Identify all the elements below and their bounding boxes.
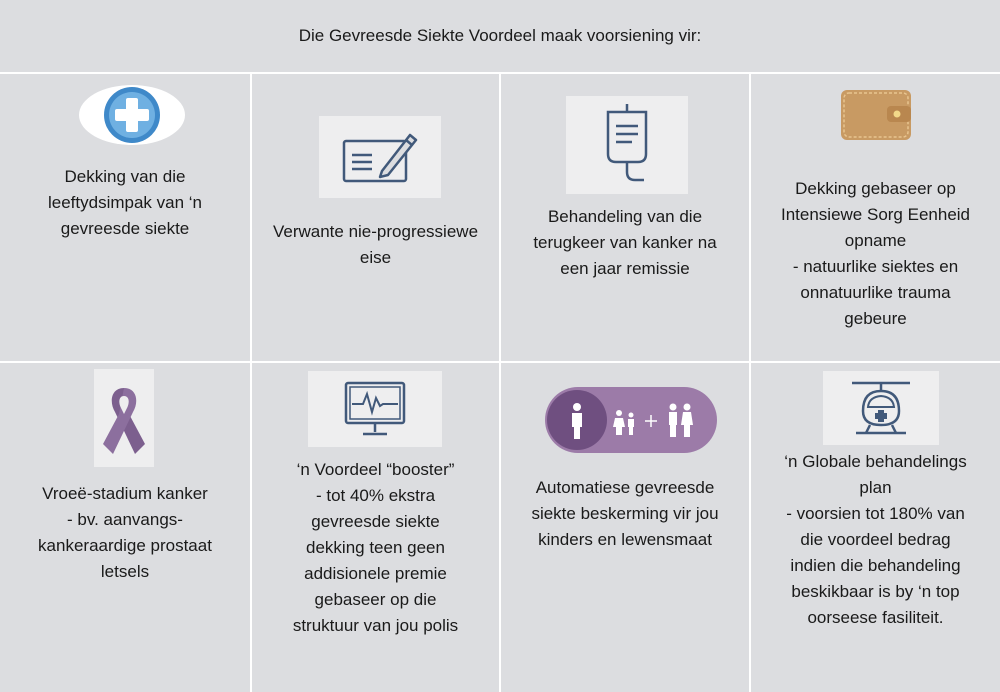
benefit-cell-1: [0, 74, 250, 361]
benefit-text-5: Vroeë-stadium kanker - bv. aanvangs- kankeraardige prostaat letsels: [38, 484, 212, 581]
benefit-cell-4: [751, 74, 1000, 361]
benefit-cell-6: [252, 363, 499, 692]
signature-form-icon: [319, 116, 441, 198]
benefit-text-3: Behandeling van die terugkeer van kanker na een jaar remissie: [533, 207, 717, 278]
panel-header: Die Gevreesde Siekte Voordeel maak voorsiening vir:: [0, 0, 1000, 74]
iv-drip-bag-icon: [566, 96, 688, 194]
benefit-cell-7: [501, 363, 749, 692]
medical-cross-icon: [78, 84, 186, 146]
medical-helicopter-icon: [823, 371, 939, 445]
benefit-text-6: ‘n Voordeel “booster” - tot 40% ekstra gevreesde siekte dekking teen geen addisionele premie gebaseer op die struktuur van jou polis: [292, 460, 459, 635]
grid-divider: [0, 361, 1000, 363]
benefit-text-7: Automatiese gevreesde siekte beskerming vir jou kinders en lewensmaat: [531, 478, 719, 549]
benefit-cell-8: [751, 363, 1000, 692]
grid-divider: [499, 74, 501, 692]
heart-monitor-icon: [308, 371, 442, 447]
wallet-icon: [839, 86, 913, 144]
awareness-ribbon-icon: [94, 369, 154, 467]
benefit-cell-5: [0, 363, 250, 692]
benefit-text-2: Verwante nie-progressiewe eise: [272, 222, 479, 267]
benefit-text-8: ‘n Globale behandelings plan - voorsien tot 180% van die voordeel bedrag indien die behandeling beskikbaar is by ‘n top oorseese fasiliteit.: [784, 452, 967, 627]
benefit-cell-2: [252, 74, 499, 361]
benefit-text-1: Dekking van die leeftydsimpak van ‘n gevreesde siekte: [47, 167, 203, 238]
family-cover-icon: [545, 387, 717, 453]
grid-divider: [749, 74, 751, 692]
benefit-text-4: Dekking gebaseer op Intensiewe Sorg Eenheid opname - natuurlike siektes en onnatuurlike trauma gebeure: [780, 179, 971, 328]
grid-divider: [250, 74, 252, 692]
benefit-cell-3: [501, 74, 749, 361]
